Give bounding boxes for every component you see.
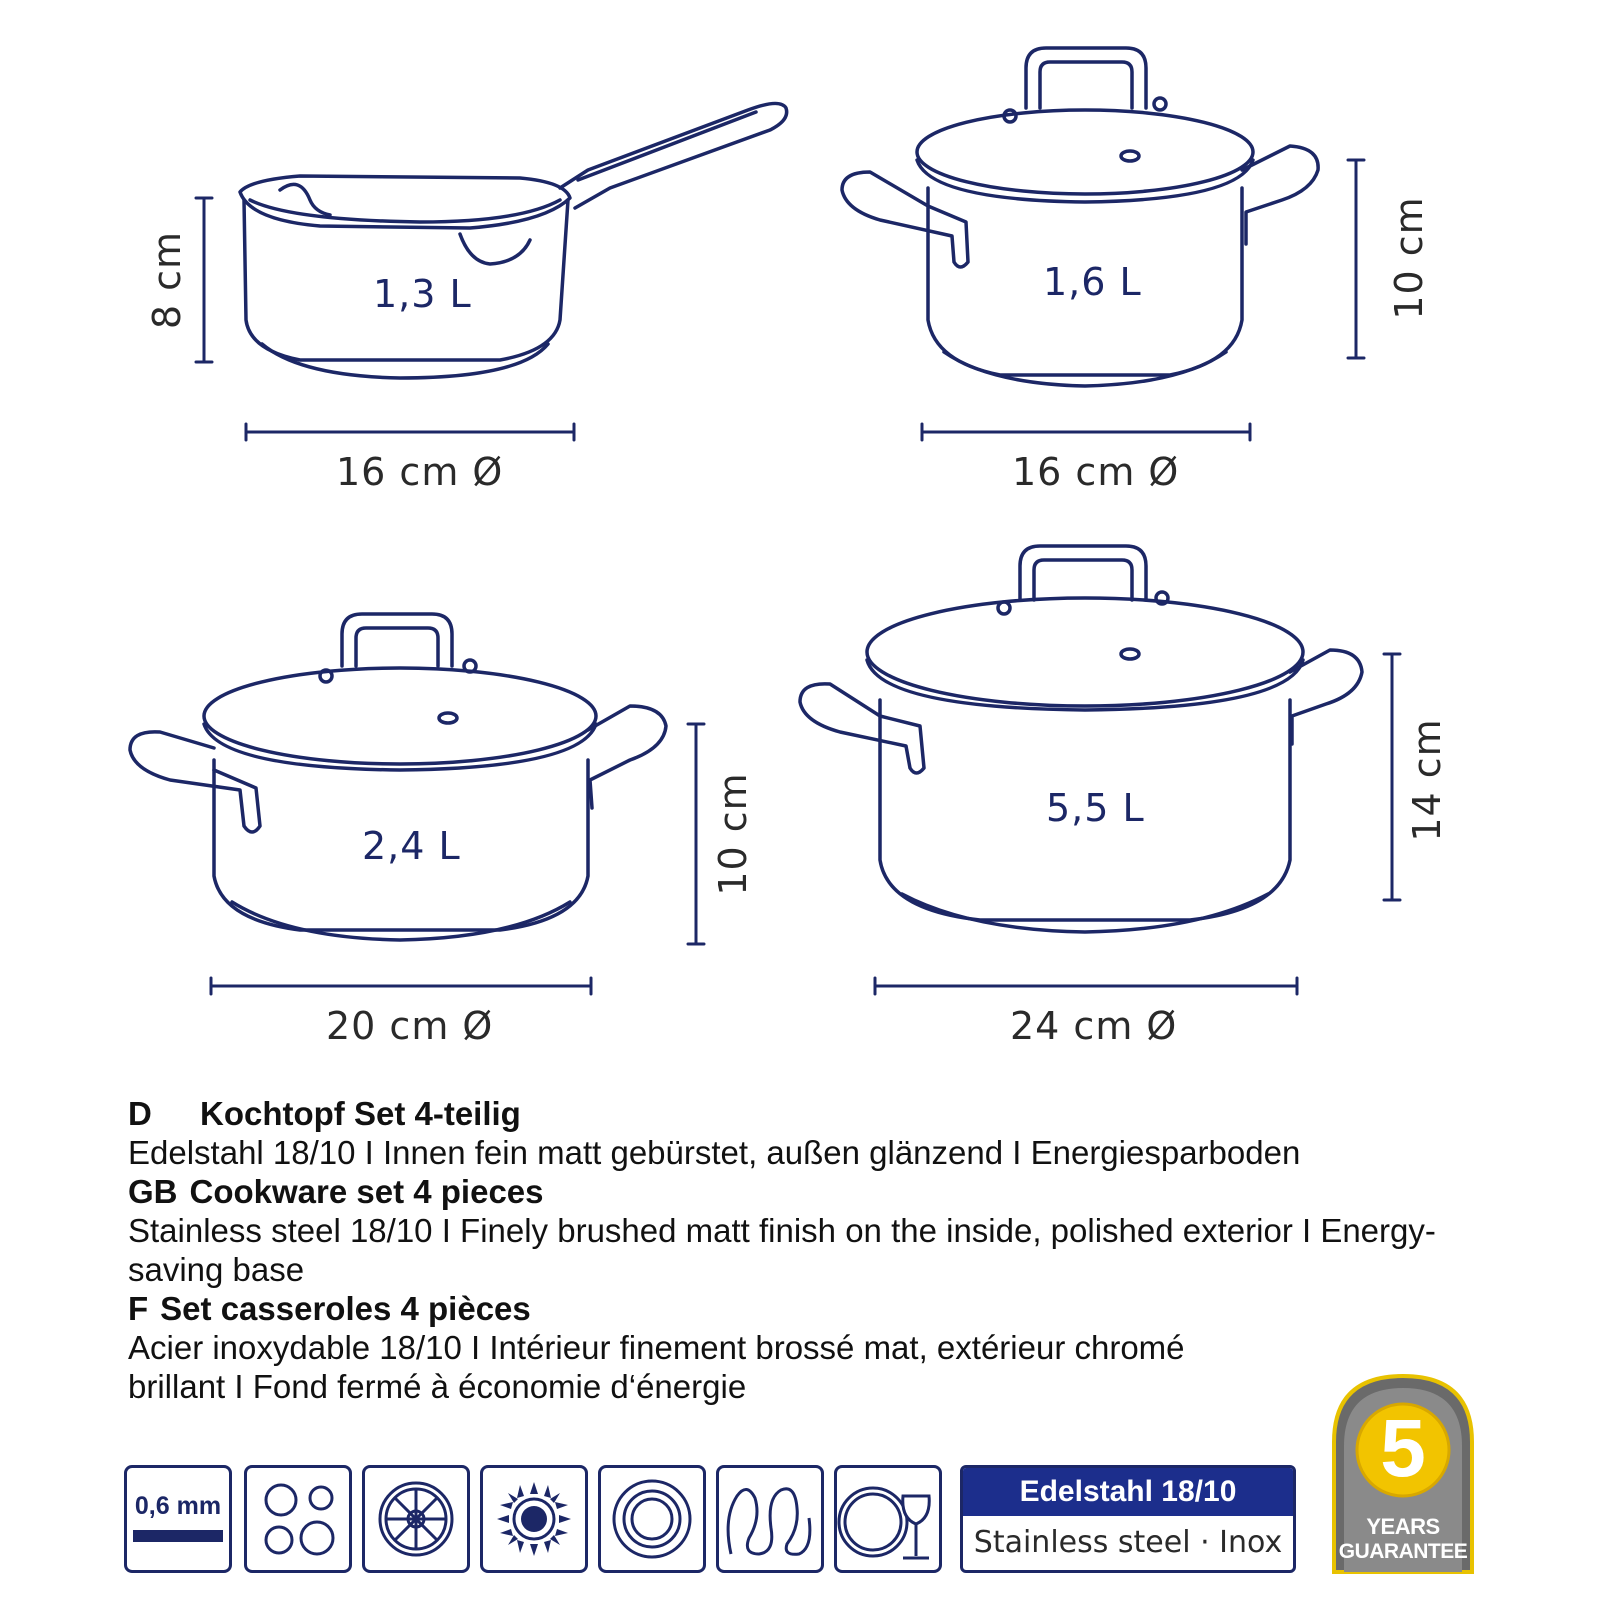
casserole-2-4-drawing xyxy=(130,614,666,940)
language-code: F xyxy=(128,1290,149,1327)
base-thickness-icon xyxy=(124,1465,232,1573)
thickness-bar xyxy=(133,1530,223,1542)
pot-height-label: 10 cm xyxy=(1387,196,1431,320)
material-subtitle: Stainless steel · Inox xyxy=(973,1525,1283,1560)
pot-height-label: 8 cm xyxy=(145,230,189,330)
pot-volume-label: 5,5 L xyxy=(1046,786,1145,830)
guarantee-line1: YEARS xyxy=(1366,1514,1440,1539)
thickness-label: 0,6 mm xyxy=(134,1492,222,1520)
stockpot-1-6-drawing xyxy=(842,48,1318,386)
ceramic-hob-icon xyxy=(598,1465,706,1573)
pot-volume-label: 1,3 L xyxy=(373,272,472,316)
language-code: GB xyxy=(128,1173,178,1210)
pot-height-label: 14 cm xyxy=(1405,718,1449,842)
halogen-hob-icon xyxy=(362,1465,470,1573)
language-code: D xyxy=(128,1095,152,1132)
material-title: Edelstahl 18/10 xyxy=(963,1468,1293,1516)
pot-diameter-label: 20 cm Ø xyxy=(326,1004,494,1048)
induction-hob-icon xyxy=(716,1465,824,1573)
pot-diameter-label: 16 cm Ø xyxy=(1012,450,1180,494)
description-title: Cookware set 4 pieces xyxy=(189,1173,544,1210)
pot-volume-label: 2,4 L xyxy=(362,824,461,868)
description-title: Set casseroles 4 pièces xyxy=(160,1290,531,1327)
guarantee-years: 5 xyxy=(1380,1403,1426,1494)
gas-hob-icon xyxy=(480,1465,588,1573)
pot-diameter-label: 16 cm Ø xyxy=(336,450,504,494)
pot-diameter-label: 24 cm Ø xyxy=(1010,1004,1178,1048)
pot-volume-label: 1,6 L xyxy=(1043,260,1142,304)
guarantee-line2: GUARANTEE xyxy=(1338,1540,1468,1563)
description-text-gb: Stainless steel 18/10 I Finely brushed matt finish on the inside, polished exterior I Energy-saving base xyxy=(128,1212,1436,1288)
material-badge xyxy=(960,1465,1296,1573)
dishwasher-safe-icon xyxy=(834,1465,942,1573)
description-heading-gb xyxy=(128,1172,1458,1211)
saucepan-drawing xyxy=(240,103,787,378)
description-heading-de xyxy=(128,1094,1458,1133)
description-heading-fr xyxy=(128,1289,1458,1328)
description-title: Kochtopf Set 4-teilig xyxy=(200,1095,521,1132)
guarantee-badge xyxy=(1328,1372,1478,1576)
pot-height-label: 10 cm xyxy=(711,772,755,896)
product-description xyxy=(128,1094,1458,1406)
description-text-fr: Acier inoxydable 18/10 I Intérieur finement brossé mat, extérieur chromé brillant I Fond fermé à économie d‘énergie xyxy=(128,1329,1185,1405)
electric-hob-icon xyxy=(244,1465,352,1573)
description-text-de: Edelstahl 18/10 I Innen fein matt gebürstet, außen glänzend I Energiesparboden xyxy=(128,1134,1301,1171)
stockpot-5-5-drawing xyxy=(800,546,1362,932)
